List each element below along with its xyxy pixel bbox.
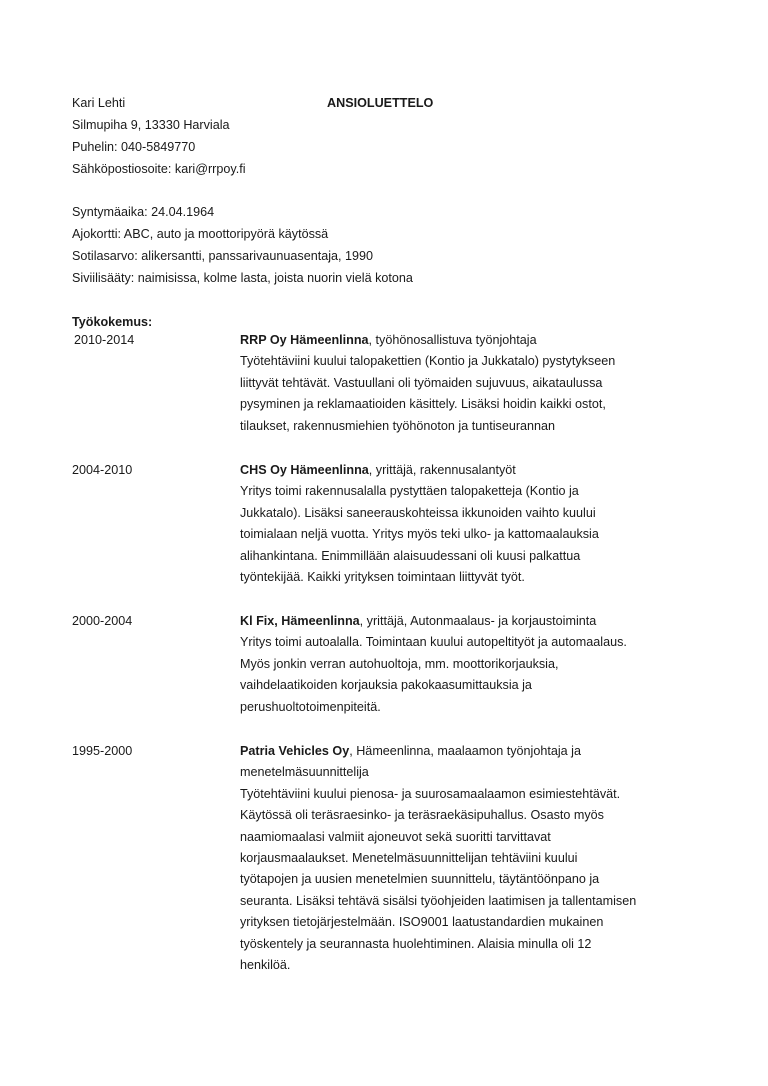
entry-line: Myös jonkin verran autohuoltoja, mm. moottorikorjauksia, xyxy=(240,656,559,671)
entry-line: henkilöä. xyxy=(240,958,291,973)
entry-line: toimialaan neljä vuotta. Yritys myös teki ulko- ja kattomaalauksia xyxy=(240,527,599,542)
entry-line: vaihdelaatikoiden korjauksia pakokaasumittauksia ja xyxy=(240,678,532,693)
entry-employer: Patria Vehicles Oy xyxy=(240,744,350,758)
entry-line: korjausmaalaukset. Menetelmäsuunnittelijan tehtäviini kuului xyxy=(240,851,578,866)
entry-line: seuranta. Lisäksi tehtävä sisälsi työohjeiden laatimisen ja tallentamisen xyxy=(240,893,637,908)
entry-line: työskentely ja seurannasta huolehtiminen. Alaisia minulla oli 12 xyxy=(240,936,592,951)
applicant-name: Kari Lehti xyxy=(72,96,126,110)
marital-status-line: Siviilisääty: naimisissa, kolme lasta, joista nuorin vielä kotona xyxy=(72,271,413,285)
entry-employer: RRP Oy Hämeenlinna xyxy=(240,333,369,347)
entry-employer: Kl Fix, Hämeenlinna xyxy=(240,614,360,628)
entry-role: , yrittäjä, Autonmaalaus- ja korjaustoiminta xyxy=(359,614,597,628)
entry-line: Työtehtäviini kuului talopakettien (Kontio ja Jukkatalo) pystytykseen xyxy=(240,354,616,369)
phone-line: Puhelin: 040-5849770 xyxy=(72,140,196,154)
entry-role: , työhönosallistuva työnjohtaja xyxy=(368,333,537,347)
entry-line: pysyminen ja reklamaatioiden käsittely. Lisäksi hoidin kaikki ostot, xyxy=(240,397,606,412)
entry-line: yrityksen tietojärjestelmään. ISO9001 laatustandardien mukainen xyxy=(240,915,604,930)
entry-heading xyxy=(240,330,710,351)
entry-line: alihankintana. Enimmillään alaisuudessani oli kuusi palkattua xyxy=(240,548,581,563)
address-line: Silmupiha 9, 13330 Harviala xyxy=(72,118,230,132)
entry-detail xyxy=(240,460,710,588)
birthdate-line: Syntymäaika: 24.04.1964 xyxy=(72,205,215,219)
entry-line: perushuoltotoimenpiteitä. xyxy=(240,699,381,714)
entry-line: naamiomaalasi valmiit ajoneuvot sekä suoritti tarvittavat xyxy=(240,829,551,844)
entry-employer: CHS Oy Hämeenlinna xyxy=(240,463,369,477)
entry-period: 2004-2010 xyxy=(72,463,133,477)
entry-line: Työtehtäviini kuului pienosa- ja suurosamaalaamon esimiestehtävät. xyxy=(240,786,621,801)
entry-line: tilaukset, rakennusmiehien työhönoton ja tuntiseurannan xyxy=(240,418,556,433)
entry-period: 2010-2014 xyxy=(74,333,135,347)
entry-period: 2000-2004 xyxy=(72,614,133,628)
entry-line: menetelmäsuunnittelija xyxy=(240,765,369,780)
entry-heading xyxy=(240,611,710,632)
entry-role: , yrittäjä, rakennusalantyöt xyxy=(368,463,516,477)
email-line: Sähköpostiosoite: kari@rrpoy.fi xyxy=(72,162,246,176)
entry-line: Yritys toimi autoalalla. Toimintaan kuului autopeltityöt ja automaalaus. xyxy=(240,635,627,650)
entry-line: työtapojen ja uusien menetelmien suunnittelu, täytäntöönpano ja xyxy=(240,872,600,887)
entry-line: Jukkatalo). Lisäksi saneerauskohteissa ikkunoiden vaihto kuului xyxy=(240,505,596,520)
entry-line: liittyvät tehtävät. Vastuullani oli työmaiden sujuvuus, aikataulussa xyxy=(240,375,603,390)
entry-heading xyxy=(240,460,710,481)
entry-line: Yritys toimi rakennusalalla pystyttäen talopaketteja (Kontio ja xyxy=(240,484,579,499)
entry-line: Käytössä oli teräsraesinko- ja teräsraekäsipuhallus. Osasto myös xyxy=(240,808,604,823)
military-rank-line: Sotilasarvo: alikersantti, panssarivaunuasentaja, 1990 xyxy=(72,249,374,263)
driving-license-line: Ajokortti: ABC, auto ja moottoripyörä käytössä xyxy=(72,227,329,241)
experience-heading: Työkokemus: xyxy=(72,315,153,329)
document-title: ANSIOLUETTELO xyxy=(327,96,434,110)
entry-detail xyxy=(240,611,710,718)
entry-role: , Hämeenlinna, maalaamon työnjohtaja ja xyxy=(349,744,581,758)
entry-detail xyxy=(240,741,710,976)
entry-line: työntekijää. Kaikki yrityksen toimintaan liittyvät työt. xyxy=(240,570,525,585)
entry-heading xyxy=(240,741,710,762)
entry-detail xyxy=(240,330,710,437)
entry-period: 1995-2000 xyxy=(72,744,133,758)
